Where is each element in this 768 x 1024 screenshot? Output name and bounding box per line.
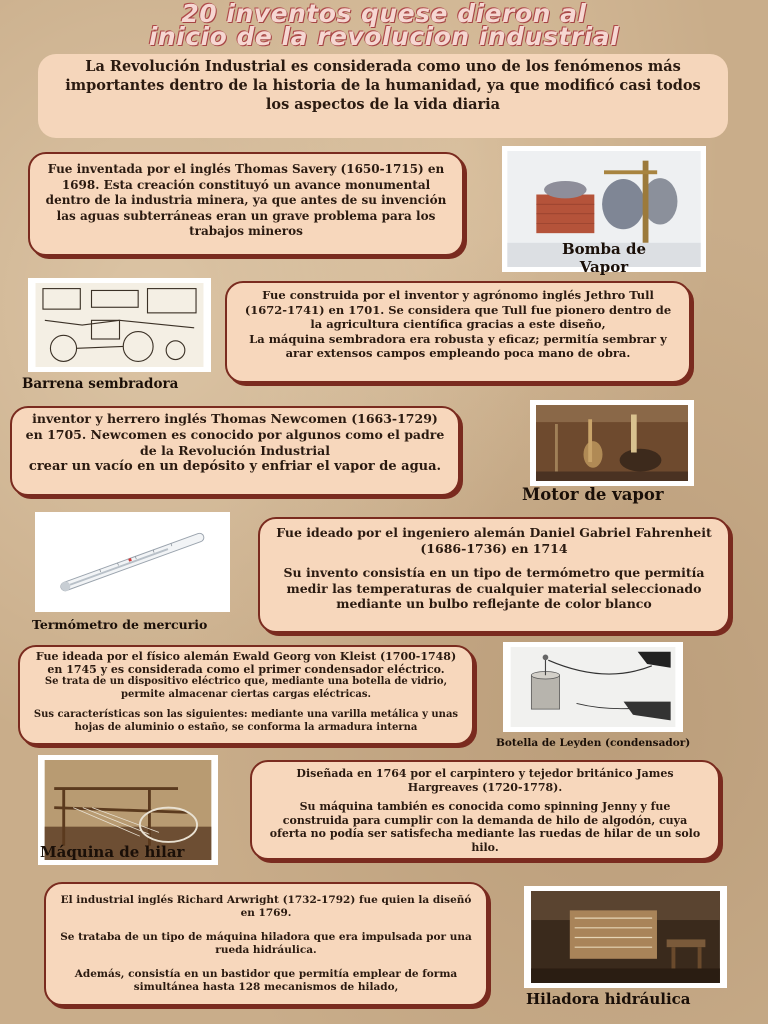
leyden-jar-caption: Botella de Leyden (condensador) bbox=[496, 737, 691, 749]
leyden-jar-paragraph-1: Fue ideada por el físico alemán Ewald Georg von Kleist (1700-1748) en 1745 y es considerada como el primer condensador eléctrico. bbox=[35, 650, 457, 676]
steam-engine-caption: Motor de vapor bbox=[522, 485, 664, 504]
thermometer-paragraph-1: Fue ideado por el ingeniero alemán Daniel Gabriel Fahrenheit (1686-1736) en 1714 bbox=[276, 525, 712, 556]
water-frame-illustration bbox=[529, 891, 722, 983]
steam-engine-paragraph-1: inventor y herrero inglés Thomas Newcomen (1663-1729) en 1705. Newcomen es conocido por algunos como el padre de la Revolución Industrial bbox=[25, 411, 445, 458]
water-frame-text-box bbox=[44, 882, 488, 1006]
water-frame-paragraph-2: Se trataba de un tipo de máquina hiladora que era impulsada por una rueda hidráulica. bbox=[60, 931, 472, 956]
thermometer-text-box bbox=[258, 517, 730, 633]
spinning-jenny-caption: Máquina de hilar bbox=[40, 843, 185, 861]
leyden-jar-paragraph-2: Se trata de un dispositivo eléctrico que, mediante una botella de vidrio, permite almacenar ciertas cargas eléctricas. bbox=[44, 676, 448, 700]
water-frame-image bbox=[524, 886, 727, 988]
seed-drill-paragraph-1: Fue construida por el inventor y agrónomo inglés Jethro Tull (1672-1741) en 1701. Se considera que Tull fue pionero dentro de la agricultura científica gracias a este diseño, bbox=[244, 288, 672, 331]
leyden-jar-text-box bbox=[18, 645, 474, 745]
spinning-jenny-text-box bbox=[250, 760, 720, 860]
steam-engine-text-box bbox=[10, 406, 460, 496]
seed-drill-text-box bbox=[225, 281, 691, 383]
steam-engine-illustration bbox=[535, 405, 689, 481]
leyden-jar-paragraph-3: Sus características son las siguientes: mediante una varilla metálica y unas hojas de aluminio o estaño, se conforma la armadura interna bbox=[33, 709, 459, 733]
title-line-1: 20 inventos quese dieron al bbox=[181, 0, 587, 28]
thermometer-caption: Termómetro de mercurio bbox=[32, 617, 208, 632]
water-frame-paragraph-3: Además, consistía en un bastidor que permitía emplear de forma simultánea hasta 128 mecanismos de hilado, bbox=[74, 968, 458, 993]
seed-drill-image bbox=[28, 278, 211, 372]
steam-engine-paragraph-2: crear un vacío en un depósito y enfriar el vapor de agua. bbox=[28, 459, 442, 474]
leyden-jar-image bbox=[503, 642, 683, 732]
spinning-jenny-paragraph-1: Diseñada en 1764 por el carpintero y tejedor británico James Hargreaves (1720-1778). bbox=[296, 767, 674, 794]
seed-drill-illustration bbox=[33, 283, 206, 367]
steam-engine-image bbox=[530, 400, 694, 486]
page-title bbox=[0, 0, 768, 51]
water-frame-paragraph-1: El industrial inglés Richard Arwright (1732-1792) fue quien la diseñó en 1769. bbox=[60, 894, 472, 919]
thermometer-image bbox=[35, 512, 230, 612]
steam-pump-paragraph: Fue inventada por el inglés Thomas Savery (1650-1715) en 1698. Esta creación constituyó un avance monumental dentro de la industria minera, ya que antes de su invención las aguas subterráneas eran un grave problema para los trabajos mineros bbox=[45, 162, 447, 239]
seed-drill-caption: Barrena sembradora bbox=[22, 376, 179, 392]
spinning-jenny-paragraph-2: Su máquina también es conocida como spinning Jenny y fue construida para cumplir con la demanda de hilo de algodón, cuya oferta no podía ser satisfecha mediante las ruedas de hilar de un solo hilo. bbox=[269, 800, 701, 854]
thermometer-paragraph-2: Su invento consistía en un tipo de termómetro que permitía medir las temperaturas de cualquier material seleccionado mediante un bulbo reflejante de color blanco bbox=[283, 565, 705, 612]
steam-pump-caption: Bomba de Vapor bbox=[561, 240, 647, 276]
steam-pump-text-box bbox=[28, 152, 464, 256]
title-line-2: inicio de la revolucion industrial bbox=[148, 22, 620, 51]
water-frame-caption: Hiladora hidráulica bbox=[526, 990, 691, 1008]
intro-box: La Revolución Industrial es considerada como uno de los fenómenos más importantes dentro de la historia de la humanidad, ya que modificó casi todos los aspectos de la vida diaria bbox=[38, 54, 728, 138]
thermometer-illustration bbox=[40, 517, 225, 607]
seed-drill-paragraph-2: La máquina sembradora era robusta y eficaz; permitía sembrar y arar extensos campos empleando poca mano de obra. bbox=[249, 331, 667, 360]
leyden-jar-illustration bbox=[508, 647, 678, 727]
